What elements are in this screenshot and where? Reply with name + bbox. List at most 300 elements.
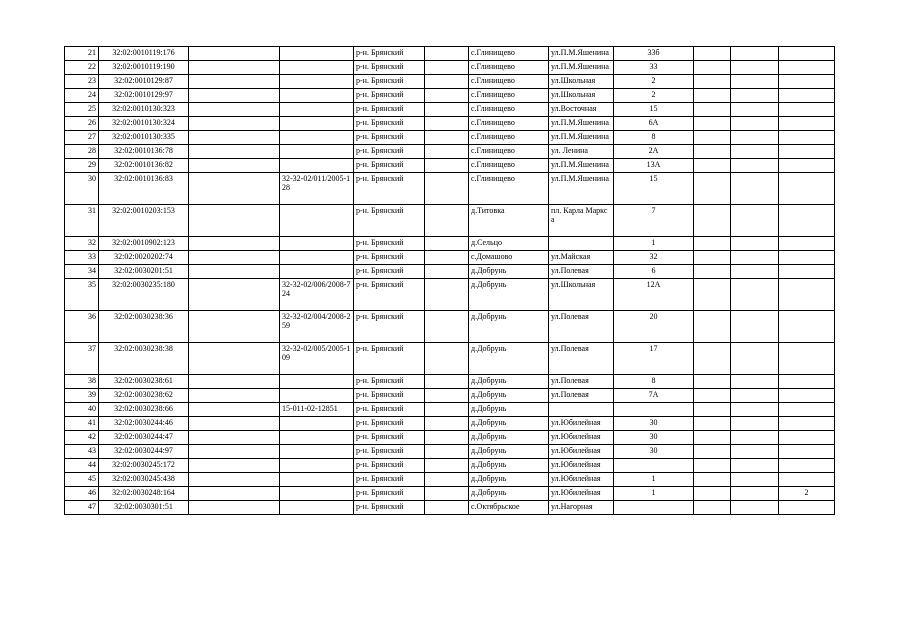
house-number-cell: 12А [614, 279, 694, 311]
registration-number-cell [280, 487, 354, 501]
row-number-cell: 33 [65, 251, 99, 265]
extra-value-cell [779, 501, 835, 515]
empty-cell [731, 131, 779, 145]
locality-cell: с.Глинищево [469, 61, 549, 75]
registration-number-cell [280, 265, 354, 279]
cadastral-number-cell: 32:02:0030244:46 [99, 417, 189, 431]
registration-number-cell [280, 473, 354, 487]
row-number-cell: 38 [65, 375, 99, 389]
district-cell: р-н. Брянский [354, 311, 425, 343]
table-row [65, 279, 835, 311]
table-row [65, 61, 835, 75]
locality-cell: д.Титовка [469, 205, 549, 237]
cadastral-number-cell: 32:02:0030245:172 [99, 459, 189, 473]
cadastral-number-cell: 32:02:0010902:123 [99, 237, 189, 251]
street-cell [549, 237, 614, 251]
extra-value-cell [779, 131, 835, 145]
table-row [65, 47, 835, 61]
empty-cell [425, 103, 469, 117]
row-number-cell: 24 [65, 89, 99, 103]
cadastral-number-cell: 32:02:0010136:78 [99, 145, 189, 159]
row-number-cell: 47 [65, 501, 99, 515]
cadastral-number-cell: 32:02:0030244:97 [99, 445, 189, 459]
cadastral-number-cell: 32:02:0010130:323 [99, 103, 189, 117]
empty-cell [189, 237, 280, 251]
empty-cell [425, 117, 469, 131]
extra-value-cell [779, 445, 835, 459]
extra-value-cell [779, 251, 835, 265]
empty-cell [425, 459, 469, 473]
table-row [65, 131, 835, 145]
locality-cell: д.Добрунь [469, 389, 549, 403]
registration-number-cell [280, 445, 354, 459]
cadastral-number-cell: 32:02:0030238:38 [99, 343, 189, 375]
street-cell: ул.Полевая [549, 311, 614, 343]
extra-value-cell [779, 431, 835, 445]
house-number-cell: 15 [614, 173, 694, 205]
district-cell: р-н. Брянский [354, 445, 425, 459]
street-cell: ул.Юбилейная [549, 431, 614, 445]
district-cell: р-н. Брянский [354, 487, 425, 501]
table-row [65, 487, 835, 501]
row-number-cell: 22 [65, 61, 99, 75]
empty-cell [694, 205, 731, 237]
extra-value-cell [779, 473, 835, 487]
table-row [65, 251, 835, 265]
empty-cell [731, 103, 779, 117]
table-row [65, 417, 835, 431]
registration-number-cell [280, 431, 354, 445]
house-number-cell: 8 [614, 375, 694, 389]
empty-cell [731, 445, 779, 459]
empty-cell [731, 237, 779, 251]
street-cell: ул.П.М.Яшенина [549, 173, 614, 205]
locality-cell: д.Сельцо [469, 237, 549, 251]
table-row [65, 103, 835, 117]
table-row [65, 473, 835, 487]
registration-number-cell [280, 389, 354, 403]
cadastral-number-cell: 32:02:0010130:324 [99, 117, 189, 131]
empty-cell [731, 389, 779, 403]
district-cell: р-н. Брянский [354, 61, 425, 75]
registration-number-cell [280, 251, 354, 265]
empty-cell [425, 343, 469, 375]
row-number-cell: 44 [65, 459, 99, 473]
cadastral-number-cell: 32:02:0030238:66 [99, 403, 189, 417]
extra-value-cell [779, 173, 835, 205]
empty-cell [425, 145, 469, 159]
street-cell: ул.П.М.Яшенина [549, 131, 614, 145]
empty-cell [731, 473, 779, 487]
table-row [65, 403, 835, 417]
district-cell: р-н. Брянский [354, 279, 425, 311]
locality-cell: с.Глинищево [469, 159, 549, 173]
empty-cell [694, 279, 731, 311]
house-number-cell: 2 [614, 89, 694, 103]
registration-number-cell [280, 417, 354, 431]
empty-cell [731, 89, 779, 103]
registration-number-cell: 15-011-02-12851 [280, 403, 354, 417]
cadastral-number-cell: 32:02:0010119:190 [99, 61, 189, 75]
empty-cell [189, 459, 280, 473]
cadastral-number-cell: 32:02:0010129:87 [99, 75, 189, 89]
registration-number-cell: 32-32-02/011/2005-128 [280, 173, 354, 205]
empty-cell [694, 251, 731, 265]
empty-cell [694, 103, 731, 117]
empty-cell [694, 145, 731, 159]
table-row [65, 89, 835, 103]
row-number-cell: 28 [65, 145, 99, 159]
empty-cell [189, 375, 280, 389]
empty-cell [731, 145, 779, 159]
cadastral-number-cell: 32:02:0030301:51 [99, 501, 189, 515]
empty-cell [425, 47, 469, 61]
empty-cell [189, 205, 280, 237]
registration-number-cell [280, 61, 354, 75]
empty-cell [694, 265, 731, 279]
house-number-cell: 33б [614, 47, 694, 61]
registration-number-cell [280, 131, 354, 145]
street-cell: ул.Нагорная [549, 501, 614, 515]
table-row [65, 389, 835, 403]
house-number-cell: 2 [614, 75, 694, 89]
empty-cell [425, 501, 469, 515]
extra-value-cell [779, 117, 835, 131]
empty-cell [189, 117, 280, 131]
empty-cell [694, 431, 731, 445]
street-cell: ул.Полевая [549, 389, 614, 403]
district-cell: р-н. Брянский [354, 473, 425, 487]
house-number-cell: 2А [614, 145, 694, 159]
row-number-cell: 26 [65, 117, 99, 131]
empty-cell [425, 205, 469, 237]
row-number-cell: 37 [65, 343, 99, 375]
extra-value-cell [779, 265, 835, 279]
district-cell: р-н. Брянский [354, 131, 425, 145]
row-number-cell: 45 [65, 473, 99, 487]
table-row [65, 205, 835, 237]
empty-cell [425, 279, 469, 311]
empty-cell [731, 459, 779, 473]
empty-cell [189, 131, 280, 145]
empty-cell [189, 279, 280, 311]
registration-number-cell [280, 89, 354, 103]
empty-cell [425, 445, 469, 459]
empty-cell [189, 47, 280, 61]
table-row [65, 375, 835, 389]
empty-cell [694, 501, 731, 515]
empty-cell [425, 389, 469, 403]
empty-cell [189, 251, 280, 265]
empty-cell [189, 343, 280, 375]
empty-cell [731, 403, 779, 417]
empty-cell [731, 61, 779, 75]
row-number-cell: 25 [65, 103, 99, 117]
empty-cell [425, 487, 469, 501]
empty-cell [731, 501, 779, 515]
district-cell: р-н. Брянский [354, 343, 425, 375]
registration-number-cell: 32-32-02/004/2008-259 [280, 311, 354, 343]
cadastral-number-cell: 32:02:0030238:36 [99, 311, 189, 343]
house-number-cell: 32 [614, 251, 694, 265]
locality-cell: д.Добрунь [469, 487, 549, 501]
cadastral-number-cell: 32:02:0030245:438 [99, 473, 189, 487]
empty-cell [189, 173, 280, 205]
house-number-cell: 1 [614, 473, 694, 487]
street-cell: ул.П.М.Яшенина [549, 117, 614, 131]
street-cell: ул.Школьная [549, 75, 614, 89]
locality-cell: с.Глинищево [469, 103, 549, 117]
table-row [65, 501, 835, 515]
empty-cell [425, 473, 469, 487]
empty-cell [731, 343, 779, 375]
locality-cell: д.Добрунь [469, 343, 549, 375]
registration-number-cell [280, 375, 354, 389]
street-cell: ул.Полевая [549, 343, 614, 375]
cadastral-number-cell: 32:02:0010203:153 [99, 205, 189, 237]
empty-cell [189, 487, 280, 501]
registration-number-cell [280, 459, 354, 473]
extra-value-cell [779, 311, 835, 343]
district-cell: р-н. Брянский [354, 251, 425, 265]
street-cell: ул.П.М.Яшенина [549, 61, 614, 75]
empty-cell [189, 417, 280, 431]
table-row [65, 311, 835, 343]
district-cell: р-н. Брянский [354, 47, 425, 61]
locality-cell: с.Глинищево [469, 145, 549, 159]
street-cell: ул.Юбилейная [549, 445, 614, 459]
locality-cell: д.Добрунь [469, 265, 549, 279]
row-number-cell: 41 [65, 417, 99, 431]
empty-cell [425, 237, 469, 251]
extra-value-cell [779, 205, 835, 237]
row-number-cell: 39 [65, 389, 99, 403]
empty-cell [731, 417, 779, 431]
street-cell: ул.Школьная [549, 279, 614, 311]
table-row [65, 445, 835, 459]
table-row [65, 459, 835, 473]
empty-cell [694, 459, 731, 473]
cadastral-number-cell: 32:02:0010136:83 [99, 173, 189, 205]
street-cell: ул.Школьная [549, 89, 614, 103]
row-number-cell: 27 [65, 131, 99, 145]
empty-cell [694, 237, 731, 251]
row-number-cell: 46 [65, 487, 99, 501]
empty-cell [731, 159, 779, 173]
row-number-cell: 23 [65, 75, 99, 89]
extra-value-cell: 2 [779, 487, 835, 501]
district-cell: р-н. Брянский [354, 173, 425, 205]
district-cell: р-н. Брянский [354, 431, 425, 445]
empty-cell [189, 145, 280, 159]
house-number-cell: 1 [614, 487, 694, 501]
empty-cell [189, 265, 280, 279]
empty-cell [694, 159, 731, 173]
table-row [65, 145, 835, 159]
cadastral-number-cell: 32:02:0010136:82 [99, 159, 189, 173]
empty-cell [425, 159, 469, 173]
locality-cell: д.Добрунь [469, 431, 549, 445]
registration-number-cell [280, 501, 354, 515]
row-number-cell: 43 [65, 445, 99, 459]
cadastral-number-cell: 32:02:0030235:180 [99, 279, 189, 311]
district-cell: р-н. Брянский [354, 389, 425, 403]
district-cell: р-н. Брянский [354, 501, 425, 515]
empty-cell [694, 375, 731, 389]
empty-cell [694, 61, 731, 75]
table-row [65, 159, 835, 173]
empty-cell [189, 75, 280, 89]
empty-cell [189, 159, 280, 173]
locality-cell: д.Добрунь [469, 473, 549, 487]
extra-value-cell [779, 145, 835, 159]
house-number-cell [614, 403, 694, 417]
street-cell: ул.Юбилейная [549, 459, 614, 473]
empty-cell [694, 75, 731, 89]
house-number-cell: 8 [614, 131, 694, 145]
street-cell: ул.Юбилейная [549, 417, 614, 431]
cadastral-number-cell: 32:02:0030248:164 [99, 487, 189, 501]
district-cell: р-н. Брянский [354, 205, 425, 237]
district-cell: р-н. Брянский [354, 237, 425, 251]
locality-cell: с.Глинищево [469, 117, 549, 131]
house-number-cell: 20 [614, 311, 694, 343]
locality-cell: д.Добрунь [469, 311, 549, 343]
house-number-cell: 1 [614, 237, 694, 251]
table-row [65, 75, 835, 89]
empty-cell [189, 403, 280, 417]
empty-cell [731, 311, 779, 343]
street-cell: ул.Майская [549, 251, 614, 265]
cadastral-number-cell: 32:02:0030244:47 [99, 431, 189, 445]
cadastral-number-cell: 32:02:0030201:51 [99, 265, 189, 279]
empty-cell [731, 375, 779, 389]
street-cell: ул.П.М.Яшенина [549, 159, 614, 173]
extra-value-cell [779, 375, 835, 389]
registration-number-cell [280, 159, 354, 173]
district-cell: р-н. Брянский [354, 417, 425, 431]
empty-cell [694, 417, 731, 431]
extra-value-cell [779, 61, 835, 75]
extra-value-cell [779, 47, 835, 61]
registration-number-cell [280, 237, 354, 251]
row-number-cell: 42 [65, 431, 99, 445]
row-number-cell: 40 [65, 403, 99, 417]
empty-cell [694, 403, 731, 417]
row-number-cell: 29 [65, 159, 99, 173]
empty-cell [425, 431, 469, 445]
locality-cell: с.Глинищево [469, 173, 549, 205]
house-number-cell: 13А [614, 159, 694, 173]
district-cell: р-н. Брянский [354, 375, 425, 389]
cadastral-number-cell: 32:02:0010119:176 [99, 47, 189, 61]
cadastral-number-cell: 32:02:0010129:97 [99, 89, 189, 103]
house-number-cell [614, 459, 694, 473]
street-cell: ул. Ленина [549, 145, 614, 159]
locality-cell: с.Глинищево [469, 89, 549, 103]
empty-cell [694, 47, 731, 61]
empty-cell [694, 131, 731, 145]
table-body [65, 47, 835, 515]
house-number-cell: 7 [614, 205, 694, 237]
extra-value-cell [779, 389, 835, 403]
extra-value-cell [779, 75, 835, 89]
empty-cell [731, 431, 779, 445]
registration-number-cell: 32-32-02/006/2008-724 [280, 279, 354, 311]
house-number-cell: 6 [614, 265, 694, 279]
registration-number-cell [280, 145, 354, 159]
empty-cell [731, 279, 779, 311]
empty-cell [425, 131, 469, 145]
street-cell: пл. Карла Маркса [549, 205, 614, 237]
empty-cell [694, 473, 731, 487]
empty-cell [189, 473, 280, 487]
empty-cell [189, 501, 280, 515]
empty-cell [425, 311, 469, 343]
extra-value-cell [779, 343, 835, 375]
empty-cell [694, 445, 731, 459]
locality-cell: д.Добрунь [469, 445, 549, 459]
extra-value-cell [779, 103, 835, 117]
empty-cell [694, 487, 731, 501]
empty-cell [694, 89, 731, 103]
locality-cell: д.Добрунь [469, 417, 549, 431]
district-cell: р-н. Брянский [354, 103, 425, 117]
locality-cell: с.Глинищево [469, 131, 549, 145]
locality-cell: с.Глинищево [469, 47, 549, 61]
district-cell: р-н. Брянский [354, 159, 425, 173]
street-cell: ул.Юбилейная [549, 487, 614, 501]
extra-value-cell [779, 279, 835, 311]
row-number-cell: 30 [65, 173, 99, 205]
empty-cell [694, 173, 731, 205]
empty-cell [189, 311, 280, 343]
district-cell: р-н. Брянский [354, 403, 425, 417]
street-cell [549, 403, 614, 417]
cadastral-number-cell: 32:02:0020202:74 [99, 251, 189, 265]
table-row [65, 117, 835, 131]
empty-cell [189, 431, 280, 445]
house-number-cell: 30 [614, 431, 694, 445]
locality-cell: д.Добрунь [469, 375, 549, 389]
locality-cell: д.Добрунь [469, 279, 549, 311]
empty-cell [694, 117, 731, 131]
registration-number-cell [280, 47, 354, 61]
empty-cell [731, 487, 779, 501]
house-number-cell: 15 [614, 103, 694, 117]
street-cell: ул.Полевая [549, 265, 614, 279]
house-number-cell: 7А [614, 389, 694, 403]
empty-cell [694, 343, 731, 375]
empty-cell [425, 375, 469, 389]
district-cell: р-н. Брянский [354, 89, 425, 103]
empty-cell [425, 89, 469, 103]
row-number-cell: 21 [65, 47, 99, 61]
registration-number-cell: 32-32-02/005/2005-109 [280, 343, 354, 375]
house-number-cell: 30 [614, 445, 694, 459]
cadastral-number-cell: 32:02:0030238:62 [99, 389, 189, 403]
locality-cell: д.Добрунь [469, 459, 549, 473]
district-cell: р-н. Брянский [354, 145, 425, 159]
district-cell: р-н. Брянский [354, 459, 425, 473]
row-number-cell: 34 [65, 265, 99, 279]
table-row [65, 343, 835, 375]
property-table [64, 46, 835, 515]
empty-cell [425, 75, 469, 89]
empty-cell [731, 173, 779, 205]
locality-cell: с.Домашово [469, 251, 549, 265]
locality-cell: с.Глинищево [469, 75, 549, 89]
